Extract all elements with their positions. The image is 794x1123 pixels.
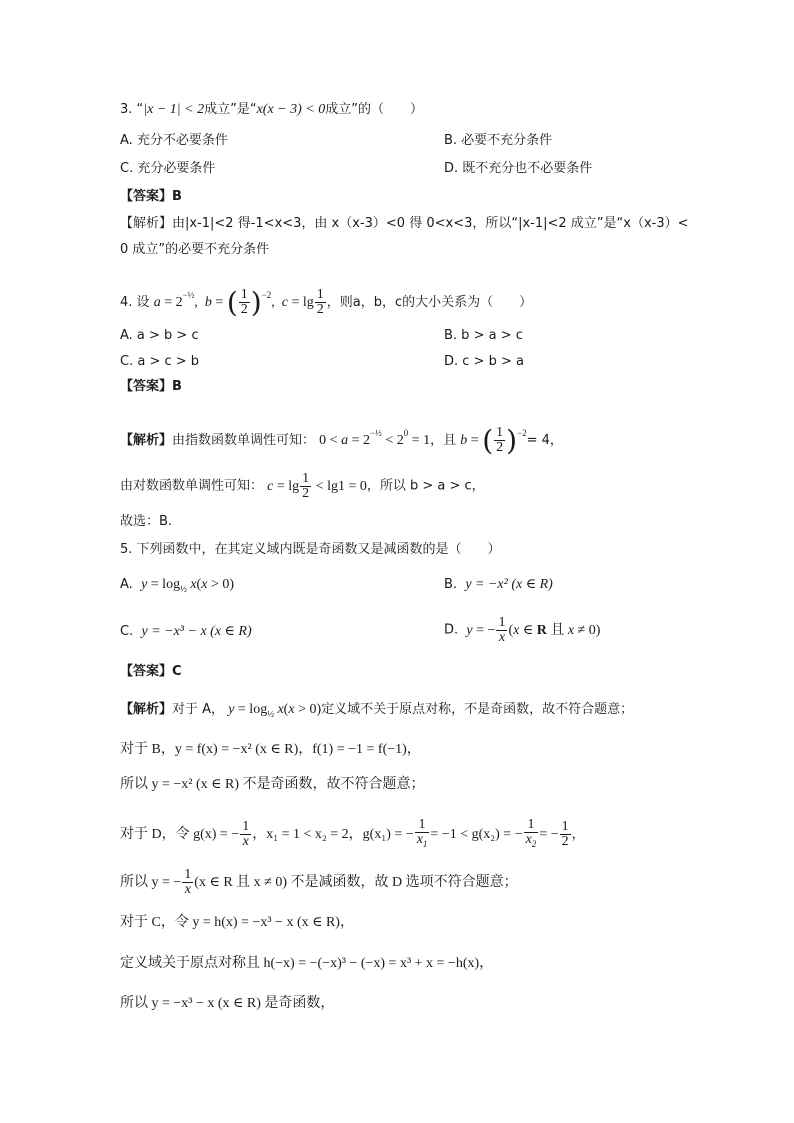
q3-option-a: A. 充分不必要条件 [120,133,228,148]
q5-analysis-line3: 所以 y = −x² (x ∈ R) 不是奇函数，故不符合题意； [120,777,425,792]
q3-option-c: C. 充分必要条件 [120,161,216,176]
q3-answer: 【答案】B [120,189,182,204]
q5-option-c: C. y = −x³ − x (x ∈ R) [120,624,252,639]
q4-answer: 【答案】B [120,379,182,394]
q4-option-b: B. b > a > c [444,328,523,343]
q3-option-b: B. 必要不充分条件 [444,133,553,148]
q5-analysis-line4: 对于 D，令 g(x) = − $\frac{1}{x}$ ，x₁ = 1 < x₂ = 2，g(x₁) = − $\frac{1}{x_1}$ = −1 < g(x₂) = − $\frac{1}{x_2}$ = − $\frac{1}{2}$ ， [120,817,585,849]
q4-option-a: A. a > b > c [120,328,199,343]
q3-stem: 3. “|x − 1| < 2成立”是“x(x − 3) < 0成立”的（ ） [120,102,423,117]
q5-option-d: D. y = − $\frac{1}{x}$ (x ∈ R 且 x ≠ 0) [444,615,601,645]
q3-analysis-line1: 【解析】由|x-1|<2 得-1<x<3，由 x（x-3）<0 得 0<x<3，所以“|x-1|<2 成立”是“x（x-3）< [120,216,689,231]
q5-stem: 5. 下列函数中，在其定义域内既是奇函数又是减函数的是（ ） [120,542,501,557]
q5-option-b: B. y = −x² (x ∈ R) [444,577,553,592]
q4-option-c: C. a > c > b [120,354,200,369]
q5-analysis-line6: 对于 C，令 y = h(x) = −x³ − x (x ∈ R)， [120,915,354,930]
q5-answer: 【答案】C [120,664,182,679]
q5-analysis-line1: 【解析】对于 A， $y = \log_{\frac{1}{2}} x(x > 0)$定义域不关于原点对称，不是奇函数，故不符合题意； [120,702,634,719]
q4-analysis-line1: 【解析】由指数函数单调性可知： $0 < a = 2^{-\frac{1}{2}} < 2^0 = 1$，且 b = ( $\frac{1}{2}$ )$^{-2}$= 4， [120,423,563,457]
q4-analysis-line3: 故选：B. [120,514,173,529]
q5-option-a: A. $y = \log_{\frac{1}{2}} x(x > 0)$ [120,577,234,594]
q5-analysis-line2: 对于 B，y = f(x) = −x² (x ∈ R)，f(1) = −1 = f(−1)， [120,742,421,757]
q5-analysis-line8: 所以 y = −x³ − x (x ∈ R) 是奇函数， [120,996,335,1011]
q4-analysis-line2: 由对数函数单调性可知： c = lg $\frac{1}{2}$ < lg1 = 0，所以 b > a > c， [120,471,485,501]
q3-analysis-line2: 0 成立”的必要不充分条件 [120,242,270,257]
q5-analysis-line5: 所以 y = − $\frac{1}{x}$ (x ∈ R 且 x ≠ 0) 不是减函数，故 D 选项不符合题意； [120,867,518,897]
q4-option-d: D. c > b > a [444,354,524,369]
q4-stem: 4. 设 $a = 2^{-\frac{1}{2}}$, b = ( $\frac{1}{2}$ )$^{-2}$, c = lg $\frac{1}{2}$ ，则a，b，c的大小关系为（ ） [120,285,533,319]
q5-analysis-line7: 定义域关于原点对称且 h(−x) = −(−x)³ − (−x) = x³ + x = −h(x)， [120,956,494,971]
q3-option-d: D. 既不充分也不必要条件 [444,161,593,176]
